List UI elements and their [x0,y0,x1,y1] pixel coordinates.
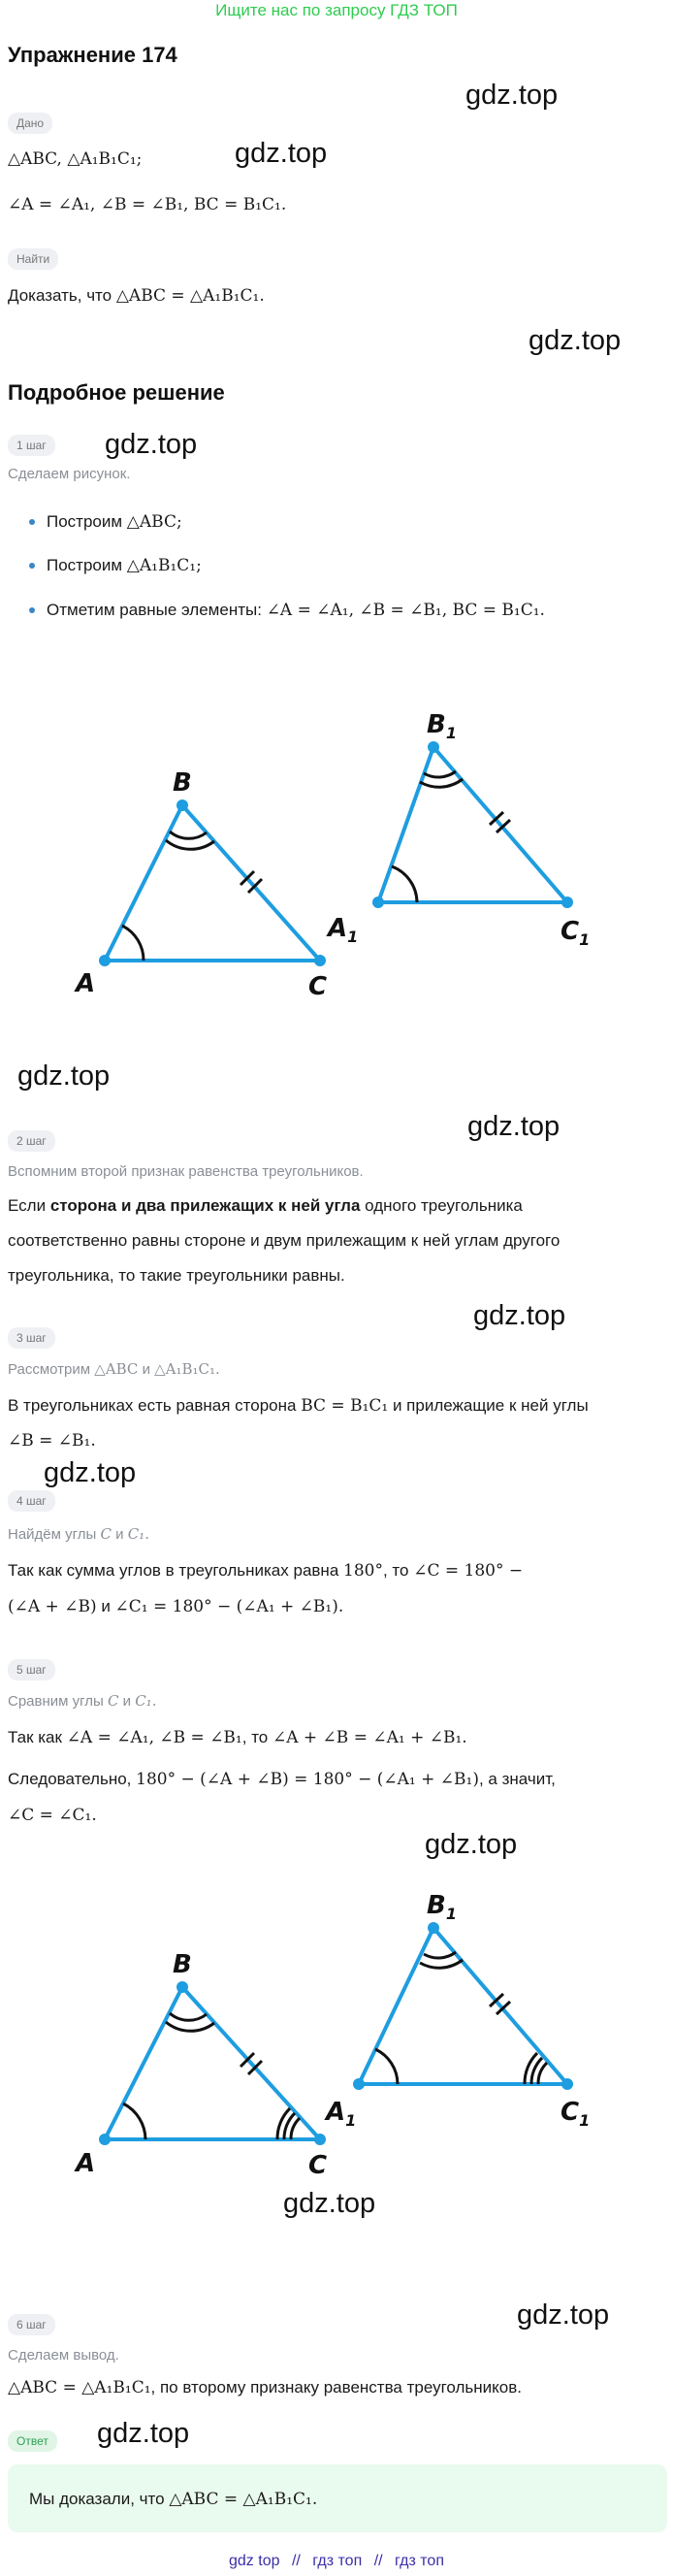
watermark: gdz.top [473,1300,566,1331]
label-b1: $B_1$ [427,710,457,742]
label-c: C [308,2151,328,2180]
step3-line-2: ∠B = ∠B₁. [8,1431,96,1451]
bullet-prefix: Отметим равные элементы: [47,601,262,619]
watermark: gdz.top [97,2418,190,2449]
watermark: gdz.top [44,1457,137,1488]
label-a1: $A_1$ [326,2098,357,2130]
step1-intro: Сделаем рисунок. [8,466,131,482]
text-run: Найдём углы [8,1526,97,1543]
page-title: Упражнение 174 [8,43,177,67]
step2-pill: 2 шаг [8,1130,55,1152]
step4-intro [8,1523,149,1546]
answer-prefix: Мы доказали, что [29,2490,165,2508]
text-run: , то [382,1561,409,1580]
text-run: и [142,1361,150,1378]
footer-links [0,2553,673,2570]
formula-run: ∠C = 180° − [413,1561,524,1581]
step3-line-1 [8,1395,589,1417]
solution-title: Подробное решение [8,380,225,405]
step6-intro: Сделаем вывод. [8,2347,119,2364]
formula-run: △ABC [94,1360,139,1378]
step1-bullet-1 [47,511,182,533]
find-prefix: Доказать, что [8,286,112,305]
answer-pill: Ответ [8,2430,57,2452]
text-run: Так как сумма углов в треугольниках равна [8,1561,339,1580]
watermark: gdz.top [105,429,198,460]
find-formula: △ABC = △A₁B₁C₁. [115,286,265,306]
label-b: B [173,1950,192,1979]
text-run: , то [241,1728,269,1746]
bullet-formula: △ABC; [126,512,182,532]
given-line-2: ∠A = ∠A₁, ∠B = ∠B₁, BC = B₁C₁. [8,195,287,214]
label-a: A [76,969,96,998]
label-b: B [173,768,192,798]
top-banner[interactable]: Ищите нас по запросу ГДЗ ТОП [215,1,458,19]
text-run: , по второму признаку равенства треугольников. [150,2378,523,2397]
triangles-figure-2 [0,1873,673,2193]
label-b1: $B_1$ [427,1891,457,1923]
formula-run: BC = B₁C₁ [301,1396,389,1416]
step1-pill: 1 шаг [8,435,55,456]
bullet-prefix: Построим [47,512,123,531]
formula-run: C₁. [135,1692,157,1710]
watermark: gdz.top [235,138,328,169]
answer-line [29,2489,317,2510]
step3-intro [8,1358,220,1381]
step5-intro [8,1690,156,1712]
watermark: gdz.top [517,2299,610,2331]
text-run: Рассмотрим [8,1361,91,1378]
step2-line-1 [8,1195,523,1217]
watermark: gdz.top [529,325,622,356]
bold-run: сторона и два прилежащих к ней угла [49,1196,361,1215]
text-run: и [101,1597,111,1615]
text-run: и прилежащие к ней углы [392,1396,589,1415]
label-c: C [308,972,328,1001]
watermark: gdz.top [17,1060,111,1092]
find-pill: Найти [8,248,58,270]
formula-run: ∠A + ∠B = ∠A₁ + ∠B₁. [272,1728,467,1747]
text-run: Если [8,1196,47,1215]
watermark: gdz.top [465,80,559,111]
bullet-formula: ∠A = ∠A₁, ∠B = ∠B₁, BC = B₁C₁. [266,601,545,620]
formula-run: C [100,1525,112,1543]
bullet-formula: △A₁B₁C₁; [126,556,202,575]
step6-line-1 [8,2377,522,2398]
bullet-prefix: Построим [47,556,123,574]
step5-line-2 [8,1769,556,1790]
watermark: gdz.top [467,1111,561,1142]
label-a1: $A_1$ [328,914,359,946]
text-run: , а значит, [478,1770,556,1788]
text-run: В треугольниках есть равная сторона [8,1396,297,1415]
text-run: Следовательно, [8,1770,132,1788]
step5-line-1 [8,1727,467,1748]
find-line [8,285,265,307]
step4-line-1 [8,1560,523,1581]
step6-pill: 6 шаг [8,2314,55,2335]
step2-intro: Вспомним второй признак равенства треугольников. [8,1163,364,1180]
step4-line-2 [8,1596,343,1617]
footer-separator: // [373,2553,383,2569]
step2-line-3: треугольника, то такие треугольники равны. [8,1266,345,1285]
footer-link[interactable]: гдз топ [312,2553,363,2569]
formula-run: 180° − (∠A + ∠B) = 180° − (∠A₁ + ∠B₁) [136,1770,479,1789]
label-c1: $C_1$ [561,917,591,949]
given-line-1: △ABC, △A₁B₁C₁; [8,149,143,169]
watermark: gdz.top [425,1829,518,1860]
formula-run: 180° [343,1561,383,1581]
triangles-figure-1 [0,679,673,1009]
formula-run: (∠A + ∠B) [8,1597,97,1616]
step2-line-2: соответственно равны стороне и двум прилежащим к ней углам другого [8,1231,561,1250]
label-a: A [76,2149,96,2178]
step4-pill: 4 шаг [8,1490,55,1512]
given-pill: Дано [8,113,52,134]
text-run: Сравним углы [8,1693,104,1710]
triangle-a1b1c1 [378,747,567,902]
formula-run: C₁. [127,1525,149,1543]
text-run: и [115,1526,124,1543]
formula-run: △A₁B₁C₁. [154,1360,220,1378]
footer-link[interactable]: гдз топ [395,2553,444,2569]
step5-line-3: ∠C = ∠C₁. [8,1806,97,1825]
footer-link[interactable]: gdz top [229,2553,280,2569]
formula-run: ∠C₁ = 180° − (∠A₁ + ∠B₁). [114,1597,344,1616]
formula-run: C [107,1692,119,1710]
label-c1: $C_1$ [561,2098,591,2130]
step1-bullet-2 [47,555,202,576]
step3-pill: 3 шаг [8,1327,55,1349]
answer-formula: △ABC = △A₁B₁C₁. [169,2490,318,2509]
text-run: и [122,1693,132,1710]
formula-run: △ABC = △A₁B₁C₁ [8,2378,151,2397]
text-run: одного треугольника [365,1196,523,1215]
step5-pill: 5 шаг [8,1659,55,1680]
watermark: gdz.top [283,2188,376,2219]
footer-separator: // [291,2553,301,2569]
text-run: Так как [8,1728,62,1746]
formula-run: ∠A = ∠A₁, ∠B = ∠B₁ [66,1728,242,1747]
step1-bullet-3 [47,600,545,621]
